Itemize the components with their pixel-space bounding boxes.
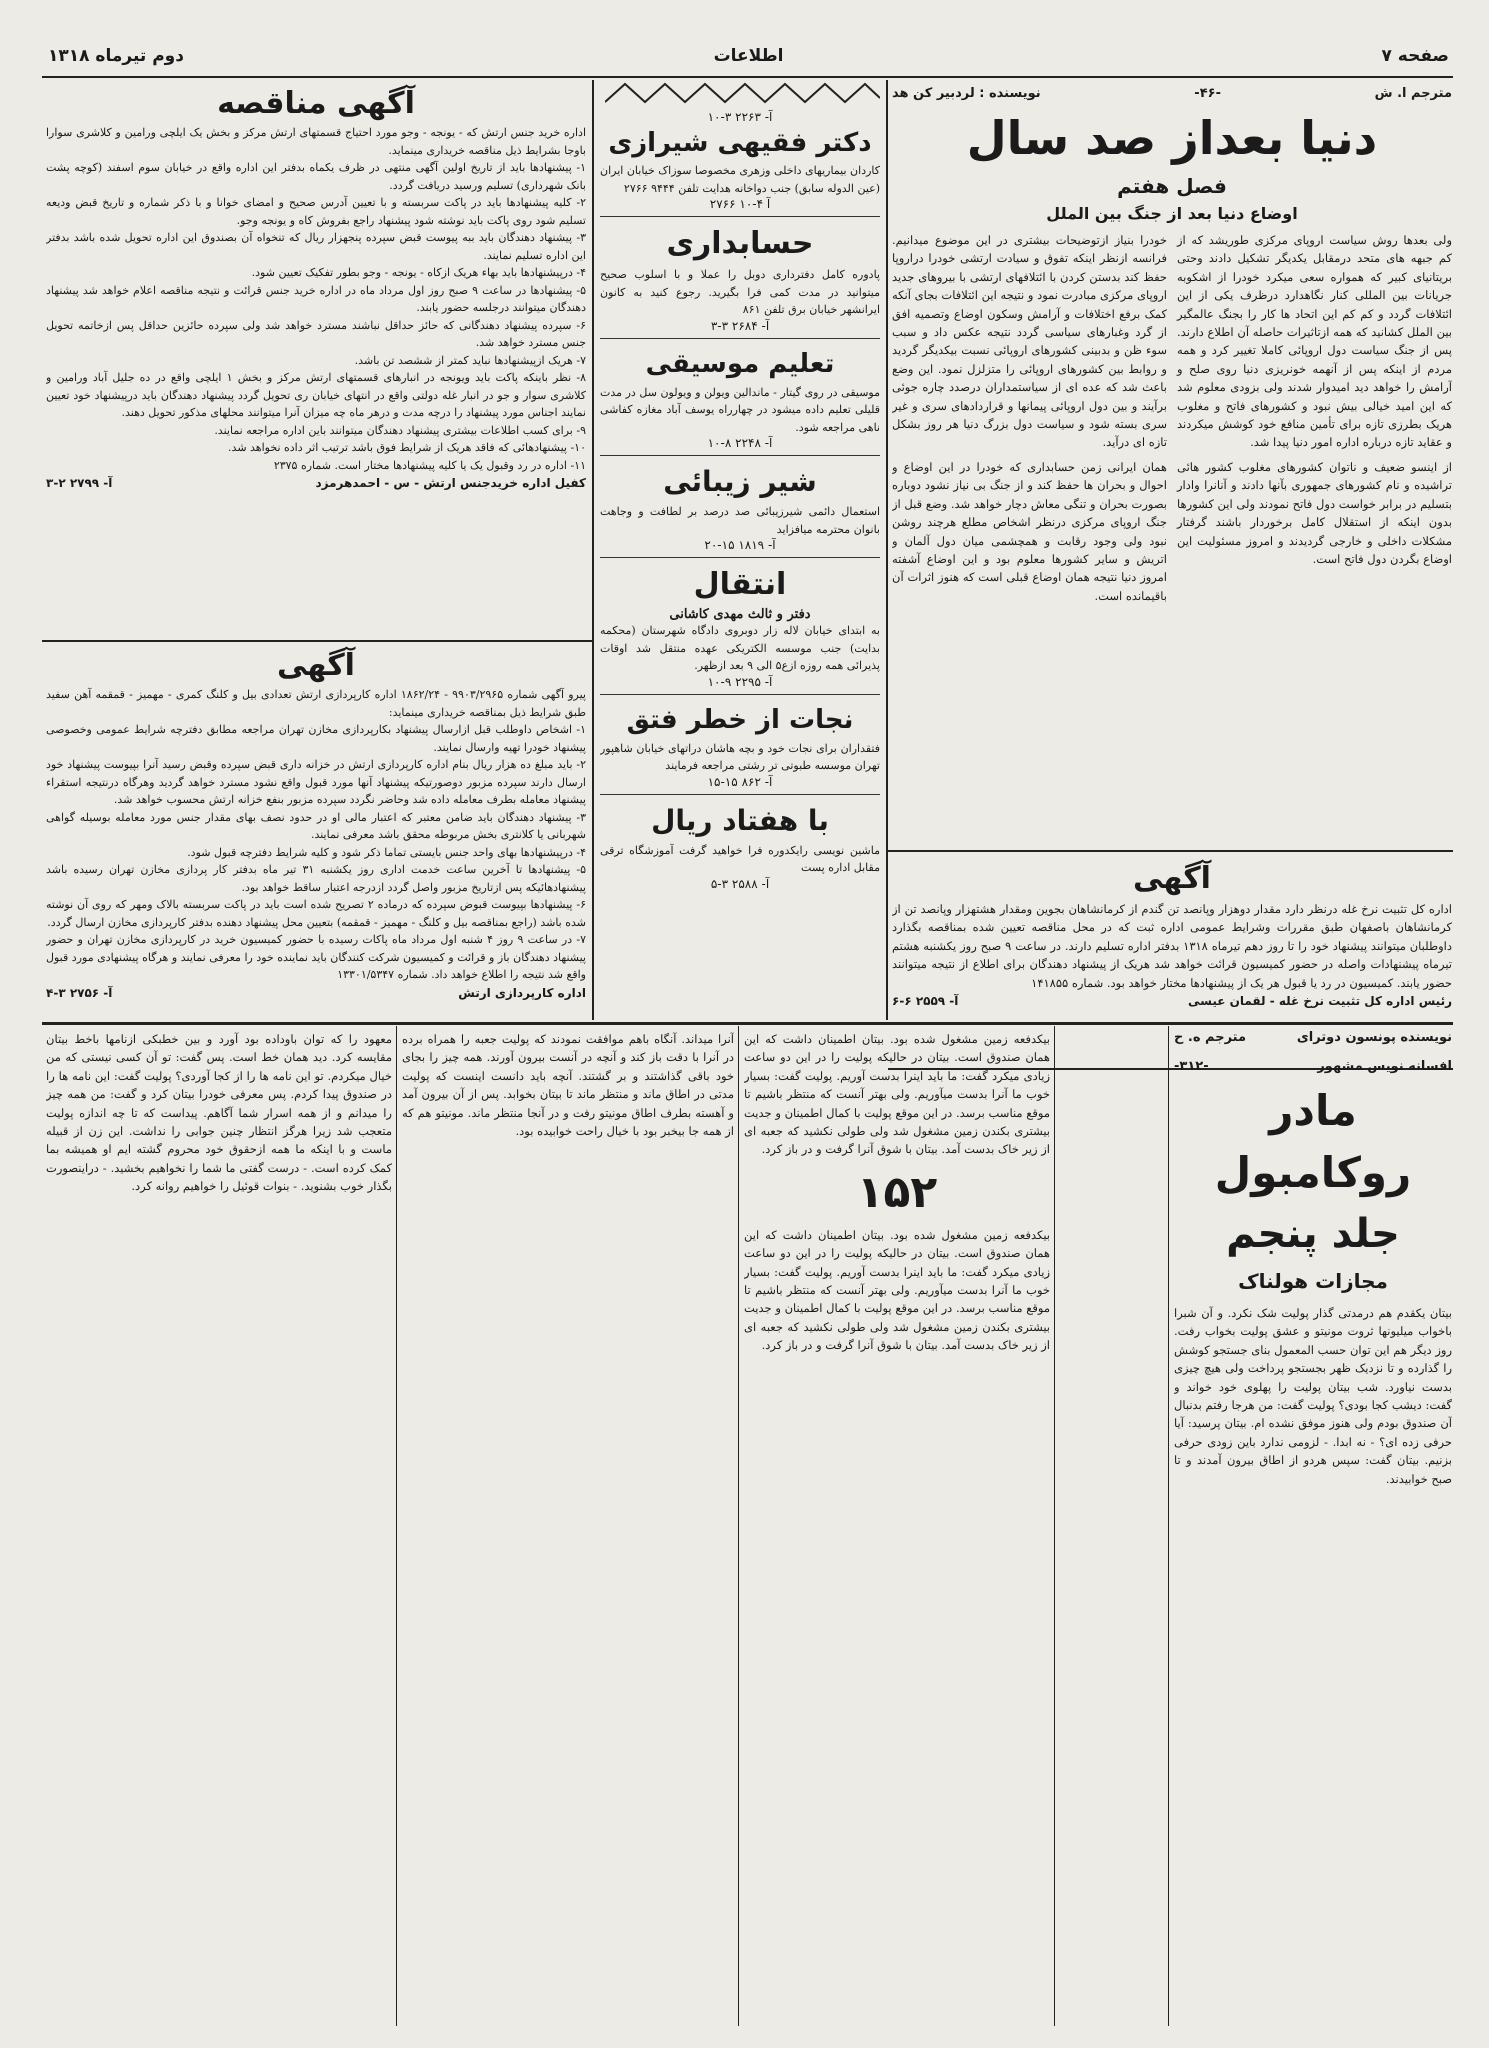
notice-clause: ۲- باید مبلغ ده هزار ریال بنام اداره کارپردازی ارتش در خزانه داری قبض سپرده وقبض رسید آنرا بپیوست پیشنهاد خود ارسال دارند سپرده مزبور دوصورتیکه پیشنهاد آنها مورد قبول واقع نشود مسترد خواهد گردید وهرگاه درنتیجه استقراء پیشنهاد معامله بطرف معامله داده شد وحاضر نگردد سپرده مزبور بنفع خزانه ارتش محسوب خواهد شد. xyxy=(46,758,586,806)
ad-code: آ- ۲۵۸۸ ۳-۵ xyxy=(710,876,770,891)
doctor-ad-title: دکتر فقیهی شیرازی xyxy=(608,128,872,158)
accounting-ad-title: حسابداری xyxy=(666,226,814,261)
notice-clause: ۳- پیشنهاد دهندگان باید ببه پیوست قبض سپرده پنجهزار ریال که تنخواه آن بصندوق این اداره تحویل شده باشد بدفتر این اداره تسلیم نمایند. xyxy=(46,231,586,262)
notice-clause: ۷- هریک ازپیشنهادها نباید کمتر از ششصد تن باشد. xyxy=(354,353,586,367)
ad-code: آ- ۲۵۵۹ ۶-۶ xyxy=(892,994,959,1009)
serial-paragraph: ولی بعدها روش سیاست اروپای مرکزی طوریشد که از کم جبهه های متحد درمقابل یکدیگر تشکیل دادند وحتی بریتانیای کبیر که همواره سعی میکرد خودرا از اشکوبه جریانات بین المللی کنار نگاهدارد درظرف یکی از این ائتلافات گردد و کم کم این اتحاد ها کار را بجنگ عالمگیر بین الملل کشانید که همه ازتاثیرات حاصله آن اطلاع دارند. پس از جنگ سیاست دول اروپائی کاملا تغییر کرد و همه مردم از اینکه پس از آنهمه خونریزی دنیا روی صلح و آرامش را خواهد دید امیدوار شدند ولی بزودی معلوم شد که این امید خیالی بیش نبود و کشورهای فاتح و مغلوب هریک بطرزی تازه برای تأمین منافع خود کوشش میکردند و عقاید تازه درباره اداره امور دنیا پیدا شد. xyxy=(1177,233,1452,450)
novel-column xyxy=(744,1030,1050,2020)
serial-author: نویسنده : لردبیر کن هد xyxy=(892,86,1041,101)
issue-date: دوم تیرماه ۱۳۱۸ xyxy=(48,46,184,66)
decorative-border xyxy=(605,80,880,106)
serial-title: دنیا بعداز صد سال xyxy=(966,111,1378,165)
notice-clause: ۶- سپرده پیشنهاد دهندگانی که حائز حداقل نباشند مسترد خواهد شد ولی سپرده حائزین حداقل پس ازخاتمه تحویل جنس مسترد خواهد شد. xyxy=(46,318,586,349)
novel-text: معهود را که توان باوداده بود آورد و بین خطبکی ازنامها باخط بیتان مقایسه کرد. دید همان خط است. پس گفت: تو آن کسی نیستی که من خیال میکردم. تو این نامه ها را از کجا آوردی؟ پولیت گفت: این نامه ها را در صندوق پیدا کردم. پس معرفی خودرا بیتان کرد و گفت: من همه چیز را میدانم و از همه اسرار شما آگاهم. پیداست که تا چه اندازه پولیت متعجب شد زیرا هرگز انتظار چنین جوابی را نداشت. این زن از قبیله ماست و با اینکه ما همه ازحقوق خود محروم گشته ایم او همیشه بما کمک کرده است. - درست گفتی ما شما را نخواهیم بخشید. - دراینصورت بگذار خوب بشنوید. - بنوات قوئیل را خواهیم روانه کرد. xyxy=(46,1032,392,1194)
middle-ads xyxy=(600,80,880,1020)
notice-title: آگهی xyxy=(1133,861,1211,896)
notice-clause: ۳- پیشنهاد دهندگان باید ضامن معتبر که اعتبار مالی او در حدود نصف بهای مقدار جنس مورد معامله بوسیله گواهی شهربانی یا کلانتری بخش مربوطه محقق باشد معرفی نمایند. xyxy=(46,810,586,841)
procurement-notice xyxy=(46,646,586,1018)
notice-clause: پیرو آگهی شماره ۹۹۰۳/۲۹۶۵ - ۱۸۶۲/۲۴ اداره کارپردازی ارتش تعدادی بیل و کلنگ کمری - مهمیز - قمقمه آهن سفید طبق شرایط ذیل بمناقصه خریداری مینماید: xyxy=(46,688,586,719)
notice-clause: ۱- پیشنهادها باید از تاریخ اولین آگهی منتهی در ظرف یکماه بدفتر این اداره واقع در خیابان سوم اسفند (کوچه پشت بانک شهرداری) تسلیم ورسید دریافت گردد. xyxy=(46,161,586,192)
hernia-ad-text: فتقداران برای نجات خود و بچه هاشان دراتهای خیابان شاهپور تهران موسسه طبوتی تر رشتی مراجعه فرمایند xyxy=(600,741,880,772)
milk-ad-text: استعمال دائمی شیرزیبائی صد درصد بر لطافت و وجاهت بانوان محترمه میافزاید xyxy=(600,505,880,536)
serial-chapter: فصل هفتم xyxy=(1117,174,1227,198)
grain-notice xyxy=(892,858,1452,1058)
novel-volume: جلد پنجم xyxy=(1226,1211,1400,1257)
ad-code: آ- ۲۲۴۸ ۸-۱۰ xyxy=(707,436,773,450)
header-rule xyxy=(42,76,1453,78)
novel-text: بیکدفعه زمین مشغول شده بود. بیتان اطمینان داشت که این همان صندوق است. بیتان در حالیکه پولیت را در این دو ساعت زیادی میکرد گفت: ما باید اینرا بدست آوریم. پولیت گفت: بسیار خوب ما آنرا بدست میآوریم. ولی بهتر آنست که منتظر باشیم تا موقع مناسب برسد. در این موقع پولیت با کمال اطمینان و جدیت بیشتری بکندن زمین مشغول شد ولی طولی نکشید که جعبه ای از زیر خاک بدست آمد. بیتان با شوق آنرا گرفت و در باز کرد. xyxy=(744,1227,1050,1353)
notice-clause: ۵- پیشنهادها در ساعت ۹ صبح روز اول مرداد ماه در اداره خرید جنس قرائت و نتیجه مناقصه اعلام خواهد شد پیشنهاد دهندگان میتوانند درجلسه حضور یابند. xyxy=(46,283,586,314)
notice-signature: رئیس اداره کل تثبیت نرخ غله - لقمان عیسی xyxy=(1187,994,1452,1009)
ad-code: آ- ۲۲۶۳ ۳-۱۰ xyxy=(707,110,773,124)
column-rule xyxy=(592,80,594,1020)
chapter-number: ۱۵۲ xyxy=(856,1166,938,1218)
serial-paragraph: خودرا بنیاز ازتوضیحات بیشتری در این موضوع میدانیم. فرانسه ازنظر اینکه تفوق و سیادت ارتشی خودرا دراروپا حفظ کند بدستن کردن با ائتلافهای ارتشی با بیروهای جدید اروپای مرکزی مبادرت نمود و نتیجه این ائتلافات بجای آنکه کمک برفع اختلافات و آرامش وسکون اوضاع وتصمیه افق از گرد وغبارهای سیاسی گردد نتیجه عکس داد و سبب سوء ظن و بدبینی کشورهای اروپائی نسبت بیکدیگر گردید و روابط بین کشورهای اروپائی را متزلزل نمود. این وضع باعث شد که عده ای از سیاستمداران درصدد چاره جوئی برآیند و بین دول اروپائی پیمانها و قراردادهای سری و غیر سری بسته شود و سیاست دول بزرگ دنیا هر روز بشکل تازه ای درآید. xyxy=(892,233,1167,450)
novel-column xyxy=(402,1030,734,2020)
notice-clause: ۴- درپیشنهادها بهای واحد جنس بایستی تماما ذکر شود و کلیه شرایط دفترچه قبول شود. xyxy=(187,845,586,859)
notice-clause: ۸- نظر باینکه پاکت باید ویونجه در انبارهای قسمتهای ارتش مرکز و بخش ۱ ایلچی واقع در ده جلیل آباد ورامین و کلاشری سوار و جو در انبار غله دولتی واقع در انتهای خیابان ری تحویل گردد پیشنهاد دهندگان باید درپیشنهاد خود تعیین نمایند اجناس مورد پیشنهاد را درچه مدت و درهر ماه چه میزان آنرا میتوانند محلهای مذکور تحویل دهند. xyxy=(46,371,586,419)
novel-text: بیتان یکقدم هم درمدتی گذار پولیت شک نکرد. و آن شبرا باخواب میلیونها ثروت مونیتو و عشق پولیت بخواب رفت. روز دیگر هم این توان حسب المعمول بنای جستجو کوشش را گذارده و تا نزدیک ظهر بجستجو پرداخت ولی هیچ چیزی بدست نیاورد. شب بیتان پولیت را پهلوی خود خواند و گفت: دیشب کجا بودی؟ پولیت گفت: من هرجا رفتم بدنبال آن صندوق بودم ولی هنوز موفق نشده ام. بیتان پرسید: آیا حرفی زده ای؟ - نه ابدا. - لزومی ندارد باین زودی حرفی بزنیم. بیتان گفت: سپس هردو از اطاق بیرون آمدند و تا صبح خوابیدند. xyxy=(1174,1306,1452,1486)
ad-code: آ- ۱۸۱۹ ۱۵-۲۰ xyxy=(704,538,776,552)
ad-code: آ- ۲۷۵۶ ۳-۴ xyxy=(46,985,113,1000)
notice-clause: ۲- کلیه پیشنهادها باید در پاکت سربسته و با تعیین آدرس صحیح و امضای خوانا و با ذکر شماره و تاریخ قبض ودیعه تسلیم شود روی پاکت باید نوشته شود پیشنهاد راجع بفروش کاه و یونجه وجو. xyxy=(46,196,586,227)
newspaper-name: اطلاعات xyxy=(713,46,784,66)
ad-code: آ- ۲۲۹۵ ۹-۱۰ xyxy=(707,674,773,689)
page-header xyxy=(48,42,1449,70)
transfer-ad-text: به ابتدای خیابان لاله زار دوبروی دادگاه شهرستان (محکمه بدایت) جنب موسسه الکتریکی عهده منتقل شد اوقات پذیرائی همه روزه ازع۵ الی ۹ بعد ازظهر. xyxy=(600,624,880,672)
notice-clause: اداره خرید جنس ارتش که - یونجه - وجو مورد احتیاج قسمتهای ارتش مرکز و بخش یک ایلچی ورامین و کلاشری سوارا باوجا بشرایط ذیل مناقصه خریداری مینماید. xyxy=(46,126,586,157)
ad-code: آ- ۸۶۲ ۱۵-۱۵ xyxy=(707,774,773,789)
serial-section xyxy=(892,86,1452,846)
accounting-ad-text: پادوره کامل دفترداری دوبل را عملا و با اسلوب صحیح میتوانید در مدت کمی فرا بگیرید. رجوع کنید به کانون ایرانشهر خیابان برق تلفن ۸۶۱ xyxy=(600,268,880,316)
doctor-ad-text: کاردان بیماریهای داخلی وزهری مخصوصا سوزاک خیابان ایران (عین الدوله سابق) جنب دواخانه هدایت تلفن ۹۴۴۴ ۲۷۶۶ xyxy=(600,164,880,195)
tender-notice xyxy=(46,84,586,636)
notice-clause: ۱- اشخاص داوطلب قبل ازارسال پیشنهاد بکارپردازی مخازن تهران مراجعه مطابق دفترچه شرایط عمومی وخصوصی پیشنهاد خودرا تهیه وارسال نمایند. xyxy=(46,723,586,754)
serial-translator: مترجم ا. ش xyxy=(1374,86,1452,101)
column-rule xyxy=(1054,1026,1055,2026)
novel-text: آنرا میداند. آنگاه باهم موافقت نمودند که پولیت جعبه را همراه برده در آنرا با دقت باز کند و آنچه در آنست بیرون آورند. همه چیز را بجای خود باقی گذاشتند و بر گشتند. آنچه باید دانست اینست که پولیت مدتی در اطاق ماند و منتظر ماند تا بیتان بخوابد. پس از آن بیرون آمد و آهسته بطرف اطاق مونیتو رفت و در آنجا منتظر ماند. مونیتو هم که از همه جا بیخبر بود با خیال راحت خوابیده بود. xyxy=(402,1032,734,1139)
notice-title: آگهی xyxy=(277,648,355,683)
novel-text: بیکدفعه زمین مشغول شده بود. بیتان اطمینان داشت که این همان صندوق است. بیتان در حالیکه پولیت را در این دو ساعت زیادی میکرد گفت: ما باید اینرا بدست آوریم. پولیت گفت: بسیار خوب ما آنرا بدست میآوریم. ولی بهتر آنست که منتظر باشیم تا موقع مناسب برسد. در این موقع پولیت با کمال اطمینان و جدیت بیشتری بکندن زمین مشغول شد ولی طولی نکشید که جعبه ای از زیر خاک بدست آمد. بیتان با شوق آنرا گرفت و در باز کرد. xyxy=(744,1032,1050,1157)
notice-clause: ۱۰- پیشنهادهائی که فاقد هریک از شرایط فوق باشد ترتیب اثر داده نخواهد شد. xyxy=(228,441,586,454)
music-ad-title: تعلیم موسیقی xyxy=(645,348,835,379)
column-rule xyxy=(738,1026,739,2026)
section-rule xyxy=(888,850,1453,852)
transfer-ad-subtitle: دفتر و ثالث مهدی کاشانی xyxy=(669,607,811,622)
serial-number: -۴۶- xyxy=(1194,86,1221,101)
rial-ad-title: با هفتاد ریال xyxy=(651,803,829,837)
ad-code: ۲۷۶۶ آ ۴-۱۰ xyxy=(709,197,771,211)
novel-title: مادر روکامبول xyxy=(1214,1086,1412,1197)
column-rule xyxy=(886,80,888,1020)
hernia-ad-title: نجات از خطر فتق xyxy=(626,704,854,735)
novel-header xyxy=(1174,1030,1452,2020)
notice-clause: ۵- پیشنهادها تا آخرین ساعت خدمت اداری روز یکشنبه ۳۱ تیر ماه بدفتر کار پردازی مخازن تهران رسیده باشد پیشنهادهائیکه پس ازتاریخ مزبور واصل گردد ازدرجه اعتبار ساقط خواهد بود. xyxy=(46,863,586,894)
novel-author: نویسنده پونسون دوترای xyxy=(1296,1030,1452,1045)
ad-code: آ- ۲۷۹۹ ۲-۳ xyxy=(46,476,113,490)
section-rule xyxy=(42,640,592,642)
serial-paragraph: همان ایرانی زمن حسابداری که خودرا در این اوضاع و احوال و بحران ها حفظ کند و از جنگ بی نیاز نشود دوباره بصورت بحران و تنگی معاش دچار خواهد شد. وضع قبل از جنگ اروپای مرکزی درنظر اشخاص مطلع هرچند روشن نبود ولی وجود رقابت و همچشمی میان دول آلمان و اتریش و سایر کشورها معلوم بود و این اوضاع آشفته امروز دنیا نتیجه همان اوضاع قبلی است که هنوز اثرات آن باقیمانده است. xyxy=(892,459,1167,603)
notice-signature: اداره کارپردازی ارتش xyxy=(458,985,586,1000)
novel-column xyxy=(46,1030,392,2020)
notice-clause: ۱۱- اداره در رد وقبول یک یا کلیه پیشنهادها مختار است. شماره ۲۳۷۵ xyxy=(273,458,586,472)
rial-ad-text: ماشین نویسی رایکدوره فرا خواهید گرفت آموزشگاه ترقی مقابل اداره پست xyxy=(600,843,880,874)
notice-title: آگهی مناقصه xyxy=(217,86,415,121)
ad-code: آ- ۲۶۸۴ ۳-۳ xyxy=(710,318,770,333)
novel-writer-label: افسانه نویس مشهور xyxy=(1317,1059,1452,1074)
notice-clause: ۹- برای کسب اطلاعات بیشتری پیشنهاد دهندگان میتوانند باین اداره مراجعه نمایند. xyxy=(214,423,586,437)
page-number: صفحه ۷ xyxy=(1381,46,1449,66)
milk-ad-title: شیر زیبائی xyxy=(663,465,817,498)
serial-paragraph: از اینسو ضعیف و ناتوان کشورهای مغلوب کشور هائی تراشیده و نام کشورهای جمهوری بآنها دادند و آنانرا وادار بتسلیم در برابر خواست دول فاتح نمودند ولی این کشورها بدون اینکه از استقلال کامل برخوردار باشند گرفتار مشکلات داخلی و خارجی گردیدند و امروز مسئولیت این اوضاع بگردن دول فاتح است. xyxy=(1177,459,1452,566)
music-ad-text: موسیقی در روی گیتار - ماندالین ویولن و ویولون سل در مدت قلیلی تعلیم داده میشود در چهارراه یوسف آباد مغازه کفاشی ناهی مراجعه شود. xyxy=(600,385,880,434)
novel-number: -۳۱۲- xyxy=(1174,1059,1209,1074)
column-rule xyxy=(1168,1026,1169,2026)
novel-translator: مترجم ه. ح xyxy=(1174,1030,1247,1045)
notice-body: اداره کل تثبیت نرخ غله درنظر دارد مقدار دوهزار وپانصد تن گندم از کرمانشاهان بجوین ومقدار هشتهزار وپانصد تن از کرمانشاهان باصفهان طبق مقررات وشرایط عمومی اداره ثبت که در محل مناقصه تعیین شده بمناقصه بگذارد داوطلبان میتوانند پیشنهاد خود را تا روز دهم تیرماه ۱۳۱۸ بدفتر اداره تسلیم دارند. در ساعت ۹ صبح روز یکشنبه هشتم تیرماه پیشنهادات واصله در حضور کمیسیون قرائت خواهد شد هریک از پیشنهاد دهندگان برای اطلاع از نتیجه میتوانند حضور یابند. کمیسیون در رد یا قبول هر یک از پیشنهادها مختار خواهد بود. شماره ۱۴۱۸۵۵ xyxy=(892,902,1452,990)
transfer-ad-title: انتقال xyxy=(693,567,787,602)
serial-subtitle: اوضاع دنیا بعد از جنگ بین الملل xyxy=(1046,204,1298,223)
notice-clause: ۶- پیشنهادها بپیوست قبوض سپرده که درماده ۲ تصریح شده است باید در پاکت سربسته بالاک ومهر که روی آن نوشته شده باشد (راجع بمناقصه بیل و کلنگ - مهمیز - قمقمه) بتعیین محل پیشنهاد دهنده بدفتر کارپردازی مخازن ارسال گردد. xyxy=(46,898,586,929)
notice-clause: ۷- در ساعت ۹ روز ۴ شنبه اول مرداد ماه پاکات رسیده با حضور کمیسیون خرید در کارپردازی مخازن تهران و حضور پیشنهاد دهندگان باز و قرائت و کمیسیون شرکت کنندگان باید نماینده خود را معرفی نمایند و هرگاه پیشنهادی مورد قبول واقع شد نتیجه را اطلاع خواهد داد. شماره ۱۳۳۰۱/۵۳۴۷ xyxy=(46,933,586,981)
notice-clause: ۴- درپیشنهادها باید بهاء هریک ازکاه - یونجه - وجو بطور تفکیک تعیین شود. xyxy=(251,266,586,279)
column-rule xyxy=(396,1026,397,2026)
novel-subtitle: مجازات هولناک xyxy=(1238,1269,1388,1293)
notice-signature: کفیل اداره خریدجنس ارتش - س - احمدهرمزد xyxy=(315,476,586,490)
